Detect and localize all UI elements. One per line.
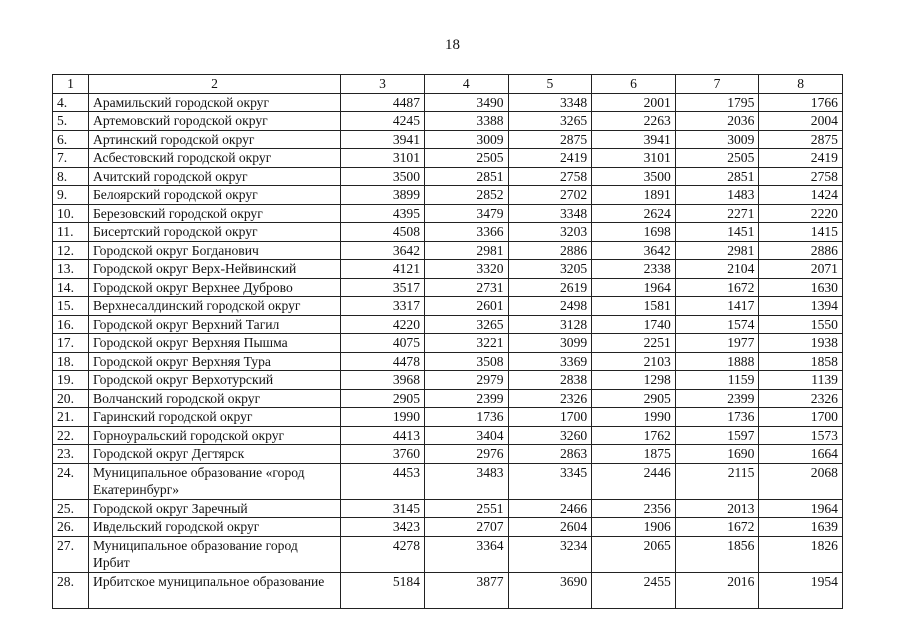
value-cell-col-7: 1672: [675, 278, 759, 297]
table-row: [53, 315, 843, 334]
value-cell-col-3: 3760: [341, 445, 425, 464]
value-cell-col-6: 2065: [592, 536, 676, 572]
value-cell-col-3: 4453: [341, 463, 425, 499]
table-row: [53, 499, 843, 518]
value-cell-col-3: 3941: [341, 130, 425, 149]
table-row: [53, 204, 843, 223]
value-cell-col-8: 2419: [759, 149, 843, 168]
municipality-name: Бисертский городской округ: [89, 223, 341, 242]
value-cell-col-4: 2399: [425, 389, 509, 408]
value-cell-col-8: 1664: [759, 445, 843, 464]
value-cell-col-8: 2071: [759, 260, 843, 279]
row-index: 7.: [53, 149, 89, 168]
value-cell-col-3: 4245: [341, 112, 425, 131]
value-cell-col-4: 3479: [425, 204, 509, 223]
value-cell-col-3: 3317: [341, 297, 425, 316]
value-cell-col-8: 2886: [759, 241, 843, 260]
column-header: 5: [508, 75, 592, 94]
value-cell-col-7: 2115: [675, 463, 759, 499]
value-cell-col-7: 1888: [675, 352, 759, 371]
value-cell-col-6: 2455: [592, 572, 676, 608]
table-body: [53, 93, 843, 608]
value-cell-col-7: 1574: [675, 315, 759, 334]
column-header: 1: [53, 75, 89, 94]
value-cell-col-8: 1394: [759, 297, 843, 316]
value-cell-col-5: 2326: [508, 389, 592, 408]
value-cell-col-5: 2702: [508, 186, 592, 205]
value-cell-col-7: 3009: [675, 130, 759, 149]
value-cell-col-4: 3320: [425, 260, 509, 279]
value-cell-col-3: 3899: [341, 186, 425, 205]
value-cell-col-7: 1977: [675, 334, 759, 353]
table-row: [53, 572, 843, 608]
value-cell-col-8: 1573: [759, 426, 843, 445]
value-cell-col-6: 2251: [592, 334, 676, 353]
value-cell-col-7: 1672: [675, 518, 759, 537]
value-cell-col-3: 3517: [341, 278, 425, 297]
value-cell-col-5: 2498: [508, 297, 592, 316]
row-index: 24.: [53, 463, 89, 499]
municipality-name: Ивдельский городской округ: [89, 518, 341, 537]
value-cell-col-5: 2875: [508, 130, 592, 149]
value-cell-col-5: 3345: [508, 463, 592, 499]
value-cell-col-6: 1740: [592, 315, 676, 334]
header-row: [53, 75, 843, 94]
table-row: [53, 445, 843, 464]
value-cell-col-5: 3203: [508, 223, 592, 242]
value-cell-col-5: 2604: [508, 518, 592, 537]
value-cell-col-3: 3642: [341, 241, 425, 260]
value-cell-col-3: 4220: [341, 315, 425, 334]
row-index: 25.: [53, 499, 89, 518]
value-cell-col-4: 3877: [425, 572, 509, 608]
value-cell-col-3: 3968: [341, 371, 425, 390]
value-cell-col-8: 2004: [759, 112, 843, 131]
value-cell-col-8: 1139: [759, 371, 843, 390]
value-cell-col-3: 4278: [341, 536, 425, 572]
municipality-name: Асбестовский городской округ: [89, 149, 341, 168]
value-cell-col-7: 2013: [675, 499, 759, 518]
value-cell-col-5: 3265: [508, 112, 592, 131]
value-cell-col-6: 1964: [592, 278, 676, 297]
value-cell-col-7: 2505: [675, 149, 759, 168]
value-cell-col-3: 1990: [341, 408, 425, 427]
row-index: 9.: [53, 186, 89, 205]
municipality-name: Гаринский городской округ: [89, 408, 341, 427]
value-cell-col-8: 1424: [759, 186, 843, 205]
value-cell-col-8: 2758: [759, 167, 843, 186]
value-cell-col-8: 2326: [759, 389, 843, 408]
value-cell-col-3: 3500: [341, 167, 425, 186]
value-cell-col-7: 1856: [675, 536, 759, 572]
value-cell-col-3: 5184: [341, 572, 425, 608]
row-index: 22.: [53, 426, 89, 445]
row-index: 16.: [53, 315, 89, 334]
value-cell-col-7: 1597: [675, 426, 759, 445]
value-cell-col-5: 2838: [508, 371, 592, 390]
table-row: [53, 389, 843, 408]
municipality-name: Верхнесалдинский городской округ: [89, 297, 341, 316]
value-cell-col-6: 3101: [592, 149, 676, 168]
value-cell-col-4: 2731: [425, 278, 509, 297]
table-row: [53, 371, 843, 390]
value-cell-col-5: 3348: [508, 204, 592, 223]
page-number: 18: [445, 37, 460, 53]
value-cell-col-3: 3101: [341, 149, 425, 168]
value-cell-col-6: 1581: [592, 297, 676, 316]
row-index: 4.: [53, 93, 89, 112]
value-cell-col-6: 1891: [592, 186, 676, 205]
row-index: 19.: [53, 371, 89, 390]
value-cell-col-8: 1700: [759, 408, 843, 427]
row-index: 21.: [53, 408, 89, 427]
value-cell-col-4: 2707: [425, 518, 509, 537]
table-row: [53, 223, 843, 242]
value-cell-col-3: 4478: [341, 352, 425, 371]
value-cell-col-8: 1766: [759, 93, 843, 112]
value-cell-col-8: 1858: [759, 352, 843, 371]
value-cell-col-4: 3009: [425, 130, 509, 149]
value-cell-col-6: 2624: [592, 204, 676, 223]
value-cell-col-8: 1954: [759, 572, 843, 608]
value-cell-col-4: 3364: [425, 536, 509, 572]
municipality-name: Городской округ Богданович: [89, 241, 341, 260]
value-cell-col-6: 1990: [592, 408, 676, 427]
municipality-name: Ирбитское муниципальное образование: [89, 572, 341, 608]
row-index: 13.: [53, 260, 89, 279]
value-cell-col-5: 3260: [508, 426, 592, 445]
municipality-name: Муниципальное образование «город Екатеринбург»: [89, 463, 341, 499]
value-cell-col-6: 2905: [592, 389, 676, 408]
value-cell-col-3: 3145: [341, 499, 425, 518]
municipality-name: Белоярский городской округ: [89, 186, 341, 205]
value-cell-col-5: 2863: [508, 445, 592, 464]
value-cell-col-8: 2068: [759, 463, 843, 499]
value-cell-col-5: 3205: [508, 260, 592, 279]
table-row: [53, 463, 843, 499]
value-cell-col-8: 1938: [759, 334, 843, 353]
value-cell-col-4: 2505: [425, 149, 509, 168]
table-row: [53, 426, 843, 445]
column-header: 2: [89, 75, 341, 94]
municipality-name: Горноуральский городской округ: [89, 426, 341, 445]
value-cell-col-7: 1483: [675, 186, 759, 205]
value-cell-col-5: 3690: [508, 572, 592, 608]
value-cell-col-7: 1690: [675, 445, 759, 464]
municipality-name: Городской округ Дегтярск: [89, 445, 341, 464]
row-index: 12.: [53, 241, 89, 260]
data-table: [52, 74, 843, 609]
value-cell-col-6: 2001: [592, 93, 676, 112]
value-cell-col-8: 2220: [759, 204, 843, 223]
value-cell-col-3: 4121: [341, 260, 425, 279]
table-row: [53, 278, 843, 297]
value-cell-col-5: 2758: [508, 167, 592, 186]
row-index: 28.: [53, 572, 89, 608]
value-cell-col-4: 1736: [425, 408, 509, 427]
column-header: 4: [425, 75, 509, 94]
value-cell-col-6: 2338: [592, 260, 676, 279]
table-row: [53, 93, 843, 112]
value-cell-col-4: 3404: [425, 426, 509, 445]
value-cell-col-4: 3221: [425, 334, 509, 353]
value-cell-col-4: 3265: [425, 315, 509, 334]
municipality-name: Ачитский городской округ: [89, 167, 341, 186]
row-index: 20.: [53, 389, 89, 408]
value-cell-col-8: 1964: [759, 499, 843, 518]
row-index: 15.: [53, 297, 89, 316]
value-cell-col-4: 3490: [425, 93, 509, 112]
value-cell-col-5: 3369: [508, 352, 592, 371]
value-cell-col-5: 2619: [508, 278, 592, 297]
column-header: 8: [759, 75, 843, 94]
value-cell-col-3: 3423: [341, 518, 425, 537]
value-cell-col-5: 2886: [508, 241, 592, 260]
value-cell-col-5: 3099: [508, 334, 592, 353]
municipality-name: Городской округ Верхотурский: [89, 371, 341, 390]
row-index: 11.: [53, 223, 89, 242]
value-cell-col-4: 2852: [425, 186, 509, 205]
value-cell-col-7: 2981: [675, 241, 759, 260]
value-cell-col-8: 1630: [759, 278, 843, 297]
row-index: 18.: [53, 352, 89, 371]
value-cell-col-7: 1451: [675, 223, 759, 242]
row-index: 5.: [53, 112, 89, 131]
value-cell-col-3: 4075: [341, 334, 425, 353]
value-cell-col-5: 3128: [508, 315, 592, 334]
row-index: 6.: [53, 130, 89, 149]
municipality-name: Муниципальное образование город Ирбит: [89, 536, 341, 572]
value-cell-col-8: 1550: [759, 315, 843, 334]
value-cell-col-3: 4487: [341, 93, 425, 112]
value-cell-col-4: 2976: [425, 445, 509, 464]
table-row: [53, 260, 843, 279]
municipality-name: Городской округ Верхний Тагил: [89, 315, 341, 334]
value-cell-col-4: 2851: [425, 167, 509, 186]
value-cell-col-8: 1826: [759, 536, 843, 572]
value-cell-col-4: 2979: [425, 371, 509, 390]
value-cell-col-7: 2399: [675, 389, 759, 408]
table-row: [53, 241, 843, 260]
column-header: 6: [592, 75, 676, 94]
value-cell-col-8: 1415: [759, 223, 843, 242]
row-index: 14.: [53, 278, 89, 297]
value-cell-col-7: 2271: [675, 204, 759, 223]
table-row: [53, 518, 843, 537]
value-cell-col-3: 4395: [341, 204, 425, 223]
value-cell-col-4: 3388: [425, 112, 509, 131]
value-cell-col-6: 2446: [592, 463, 676, 499]
value-cell-col-5: 2466: [508, 499, 592, 518]
municipality-name: Артинский городской округ: [89, 130, 341, 149]
value-cell-col-6: 3941: [592, 130, 676, 149]
value-cell-col-3: 2905: [341, 389, 425, 408]
column-header: 7: [675, 75, 759, 94]
row-index: 10.: [53, 204, 89, 223]
value-cell-col-4: 3366: [425, 223, 509, 242]
row-index: 23.: [53, 445, 89, 464]
value-cell-col-4: 2981: [425, 241, 509, 260]
value-cell-col-4: 3483: [425, 463, 509, 499]
table-row: [53, 130, 843, 149]
value-cell-col-7: 1795: [675, 93, 759, 112]
value-cell-col-6: 2356: [592, 499, 676, 518]
table-row: [53, 186, 843, 205]
value-cell-col-6: 2263: [592, 112, 676, 131]
table-row: [53, 112, 843, 131]
table-row: [53, 297, 843, 316]
table-row: [53, 149, 843, 168]
municipality-name: Городской округ Верх-Нейвинский: [89, 260, 341, 279]
value-cell-col-6: 3642: [592, 241, 676, 260]
municipality-name: Волчанский городской округ: [89, 389, 341, 408]
row-index: 17.: [53, 334, 89, 353]
table-row: [53, 352, 843, 371]
value-cell-col-6: 1298: [592, 371, 676, 390]
column-header: 3: [341, 75, 425, 94]
municipality-name: Городской округ Верхняя Тура: [89, 352, 341, 371]
municipality-name: Березовский городской округ: [89, 204, 341, 223]
value-cell-col-6: 1762: [592, 426, 676, 445]
value-cell-col-5: 3348: [508, 93, 592, 112]
table-row: [53, 167, 843, 186]
value-cell-col-5: 3234: [508, 536, 592, 572]
row-index: 26.: [53, 518, 89, 537]
table-row: [53, 408, 843, 427]
table-row: [53, 536, 843, 572]
value-cell-col-7: 1417: [675, 297, 759, 316]
value-cell-col-4: 2601: [425, 297, 509, 316]
value-cell-col-7: 1736: [675, 408, 759, 427]
value-cell-col-3: 4508: [341, 223, 425, 242]
municipality-name: Артемовский городской округ: [89, 112, 341, 131]
value-cell-col-7: 2036: [675, 112, 759, 131]
value-cell-col-7: 2851: [675, 167, 759, 186]
value-cell-col-6: 1875: [592, 445, 676, 464]
value-cell-col-6: 1698: [592, 223, 676, 242]
municipality-name: Городской округ Верхнее Дуброво: [89, 278, 341, 297]
row-index: 27.: [53, 536, 89, 572]
value-cell-col-6: 2103: [592, 352, 676, 371]
value-cell-col-7: 2104: [675, 260, 759, 279]
value-cell-col-7: 2016: [675, 572, 759, 608]
row-index: 8.: [53, 167, 89, 186]
value-cell-col-4: 3508: [425, 352, 509, 371]
value-cell-col-7: 1159: [675, 371, 759, 390]
municipality-name: Городской округ Заречный: [89, 499, 341, 518]
value-cell-col-6: 3500: [592, 167, 676, 186]
value-cell-col-4: 2551: [425, 499, 509, 518]
value-cell-col-6: 1906: [592, 518, 676, 537]
value-cell-col-5: 2419: [508, 149, 592, 168]
municipality-name: Арамильский городской округ: [89, 93, 341, 112]
table-row: [53, 334, 843, 353]
value-cell-col-5: 1700: [508, 408, 592, 427]
municipality-name: Городской округ Верхняя Пышма: [89, 334, 341, 353]
value-cell-col-8: 1639: [759, 518, 843, 537]
value-cell-col-3: 4413: [341, 426, 425, 445]
value-cell-col-8: 2875: [759, 130, 843, 149]
